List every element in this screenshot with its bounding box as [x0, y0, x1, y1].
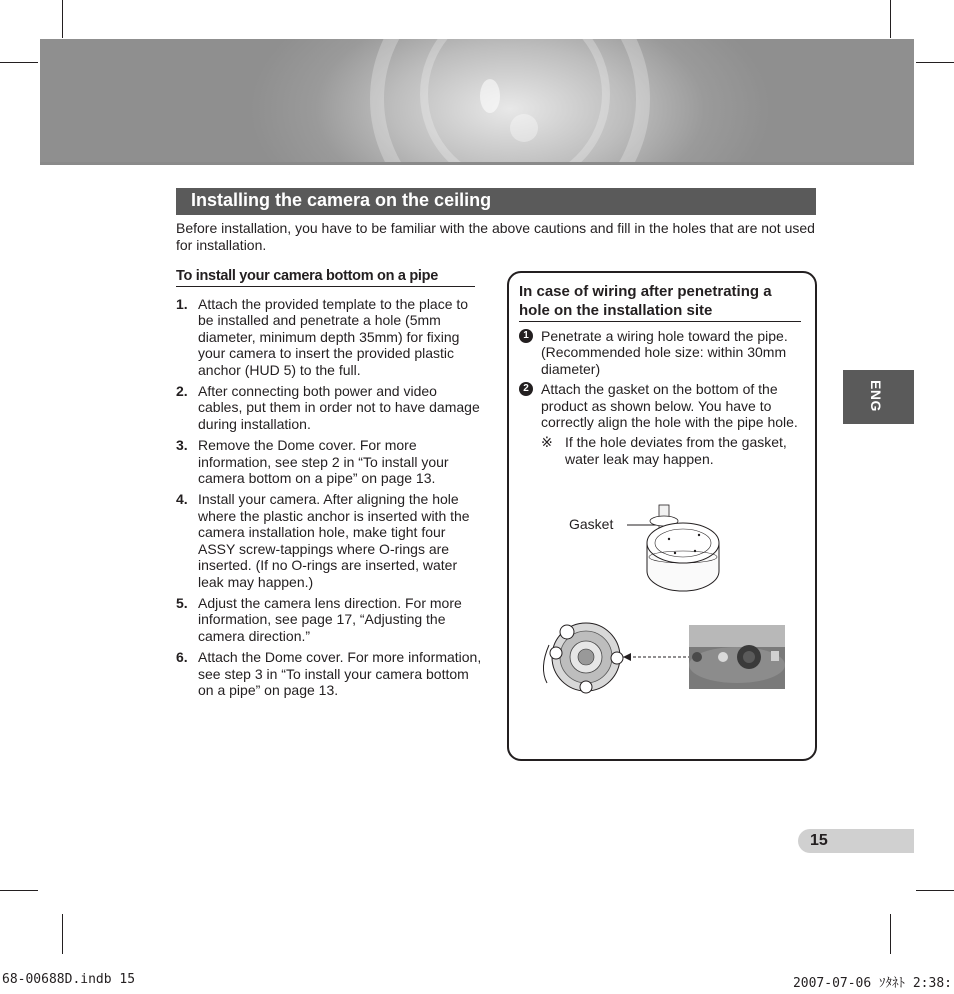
box-title: In case of wiring after penetrating a hole on the installation site [519, 283, 801, 322]
step-item [176, 437, 484, 486]
step-text: Adjust the camera lens direction. For more information, see page 17, “Adjusting the camera direction.” [198, 594, 462, 644]
crop-mark [62, 0, 63, 38]
note-text: If the hole deviates from the gasket, water leak may happen. [565, 434, 787, 467]
step-text: Remove the Dome cover. For more information, see step 2 in “To install your camera bottom on a pipe” on page 13. [198, 437, 449, 487]
crop-mark [916, 62, 954, 63]
step-number: 5. [176, 594, 188, 611]
crop-mark [62, 914, 63, 954]
step-number: 6. [176, 649, 188, 666]
crop-mark [0, 62, 38, 63]
crop-mark [0, 890, 38, 891]
step-item [176, 383, 484, 432]
circled-number: 2 [519, 382, 533, 396]
step-item [176, 491, 484, 589]
gasket-illustration [509, 273, 815, 759]
section-title: Installing the camera on the ceiling [176, 188, 816, 215]
crop-mark [916, 890, 954, 891]
step-text: Install your camera. After aligning the hole where the plastic anchor is inserted with the camera installation hole, make tight four ASSY screw-tappings where O-rings are inserted. (If no O-rings are inserted, water leak may happen.) [198, 491, 470, 590]
step-text: Attach the Dome cover. For more information, see step 3 in “To install your camera bottom on a pipe” on page 13. [198, 649, 482, 698]
step-number: 4. [176, 491, 188, 508]
language-tab-label: ENG [868, 380, 884, 412]
box-item-text: Attach the gasket on the bottom of the product as shown below. You have to correctly align the hole with the pipe hole. [541, 381, 798, 431]
steps-list [176, 296, 484, 698]
step-text: After connecting both power and video cables, put them in order not to have damage during installation. [198, 383, 480, 432]
step-item [176, 595, 484, 644]
gasket-label: Gasket [569, 516, 614, 532]
step-number: 2. [176, 383, 188, 400]
step-text: Attach the provided template to the place to be installed and penetrate a hole (5mm diameter, minimum depth 35mm) for fixing your camera to insert the provided plastic anchor (HUD 5) to the full. [198, 296, 469, 378]
header-banner [40, 39, 914, 165]
step-item [176, 296, 484, 378]
pipe-install-section [176, 268, 484, 703]
language-tab [843, 370, 914, 424]
step-number: 3. [176, 437, 188, 454]
box-item-text: Penetrate a wiring hole toward the pipe. (Recommended hole size: within 30mm diameter) [541, 328, 788, 377]
note-mark-icon: ※ [541, 434, 553, 451]
subsection-heading: To install your camera bottom on a pipe [176, 268, 475, 287]
footer-file-info: 68-00688D.indb 15 [2, 972, 136, 987]
step-item [176, 649, 484, 698]
crop-mark [890, 0, 891, 38]
footer-timestamp: 2007-07-06 ｿﾀﾈﾄ 2:38: [792, 976, 952, 991]
page-number: 15 [798, 829, 914, 853]
circled-number: 1 [519, 329, 533, 343]
step-number: 1. [176, 296, 188, 312]
wiring-info-box [507, 271, 817, 761]
crop-mark [890, 914, 891, 954]
intro-text: Before installation, you have to be familiar with the above cautions and fill in the holes that are not used for installation. [176, 220, 815, 253]
